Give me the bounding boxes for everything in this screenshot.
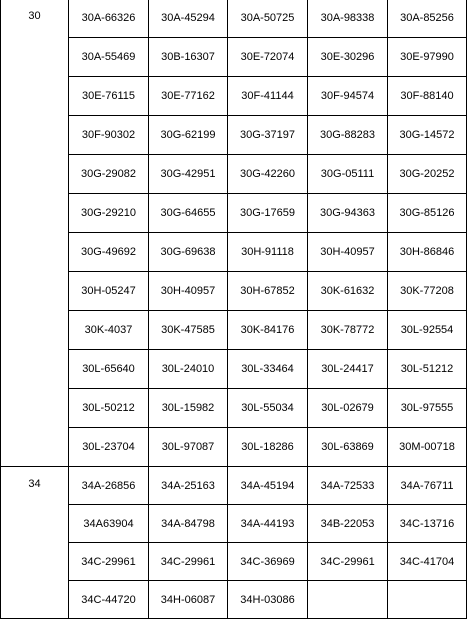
- plate-number-cell: 30L-33464: [228, 350, 308, 389]
- plate-number-cell: 34B-22053: [308, 505, 388, 543]
- plate-number-cell: 30L-23704: [69, 428, 149, 467]
- table-row: [1, 467, 467, 505]
- plate-number-cell: 30F-41144: [228, 77, 308, 116]
- plate-number-cell: 30A-50725: [228, 0, 308, 38]
- plate-number-cell: 30H-86846: [388, 233, 467, 272]
- plate-number-cell: 34A-76711: [388, 467, 467, 505]
- plate-number-cell: 30E-77162: [149, 77, 228, 116]
- plate-number-cell: 30M-00718: [388, 428, 467, 467]
- plate-number-cell: 30L-92554: [388, 311, 467, 350]
- plate-number-cell: 30G-49692: [69, 233, 149, 272]
- plate-number-cell: 34C-44720: [69, 581, 149, 619]
- plate-number-cell: 30H-67852: [228, 272, 308, 311]
- table-row: [1, 311, 467, 350]
- plate-number-cell: 30K-4037: [69, 311, 149, 350]
- plate-number-cell: 34A-45194: [228, 467, 308, 505]
- plate-number-cell: 34H-03086: [228, 581, 308, 619]
- plate-number-cell: 30G-14572: [388, 116, 467, 155]
- table-row: [1, 38, 467, 77]
- table-row: [1, 543, 467, 581]
- plate-number-cell: 30H-40957: [149, 272, 228, 311]
- plate-number-cell: 30F-94574: [308, 77, 388, 116]
- plate-number-cell: 30L-24010: [149, 350, 228, 389]
- plate-number-cell: 34A-72533: [308, 467, 388, 505]
- plate-number-cell: 30F-90302: [69, 116, 149, 155]
- table-row: [1, 581, 467, 619]
- plate-number-cell: 30E-97990: [388, 38, 467, 77]
- plate-number-cell: 30G-42951: [149, 155, 228, 194]
- plate-number-cell: 34C-29961: [69, 543, 149, 581]
- plate-number-cell: 34A63904: [69, 505, 149, 543]
- plate-number-cell: 30G-17659: [228, 194, 308, 233]
- plate-number-cell: 30H-40957: [308, 233, 388, 272]
- plate-number-cell: 30G-37197: [228, 116, 308, 155]
- table-row: [1, 350, 467, 389]
- plate-number-cell: 34A-25163: [149, 467, 228, 505]
- region-code-cell: 34: [1, 467, 69, 619]
- plate-number-cell: 30G-29210: [69, 194, 149, 233]
- plate-number-cell: [388, 581, 467, 619]
- table-row: [1, 272, 467, 311]
- plate-number-cell: 30L-24417: [308, 350, 388, 389]
- plate-number-cell: 30L-97555: [388, 389, 467, 428]
- plate-number-cell: 34C-41704: [388, 543, 467, 581]
- plate-number-cell: 30E-76115: [69, 77, 149, 116]
- plate-number-cell: 30E-72074: [228, 38, 308, 77]
- table-row: [1, 233, 467, 272]
- plate-number-cell: 30A-66326: [69, 0, 149, 38]
- plate-number-cell: 30G-20252: [388, 155, 467, 194]
- plate-number-cell: 30G-88283: [308, 116, 388, 155]
- plate-number-cell: 30B-16307: [149, 38, 228, 77]
- plate-table-body: [1, 0, 467, 619]
- plate-number-cell: 30E-30296: [308, 38, 388, 77]
- plate-number-cell: 34A-44193: [228, 505, 308, 543]
- plate-number-cell: 30L-97087: [149, 428, 228, 467]
- table-row: [1, 116, 467, 155]
- plate-number-cell: 30L-15982: [149, 389, 228, 428]
- plate-number-cell: [308, 581, 388, 619]
- plate-number-cell: 30L-51212: [388, 350, 467, 389]
- plate-number-cell: 30H-91118: [228, 233, 308, 272]
- plate-number-cell: 30F-88140: [388, 77, 467, 116]
- plate-number-cell: 34C-29961: [308, 543, 388, 581]
- plate-number-cell: 30L-65640: [69, 350, 149, 389]
- plate-number-cell: 30K-61632: [308, 272, 388, 311]
- plate-number-cell: 30G-94363: [308, 194, 388, 233]
- table-row: [1, 428, 467, 467]
- plate-number-cell: 30G-29082: [69, 155, 149, 194]
- plate-number-cell: 30L-18286: [228, 428, 308, 467]
- plate-number-cell: 30L-02679: [308, 389, 388, 428]
- plate-number-cell: 30G-69638: [149, 233, 228, 272]
- plate-number-cell: 34A-84798: [149, 505, 228, 543]
- plate-number-cell: 30L-55034: [228, 389, 308, 428]
- plate-number-cell: 30G-64655: [149, 194, 228, 233]
- plate-number-cell: 30G-05111: [308, 155, 388, 194]
- plate-number-cell: 34C-29961: [149, 543, 228, 581]
- table-row: [1, 505, 467, 543]
- table-row: [1, 77, 467, 116]
- plate-number-cell: 30H-05247: [69, 272, 149, 311]
- plate-number-cell: 30A-85256: [388, 0, 467, 38]
- plate-number-cell: 30A-98338: [308, 0, 388, 38]
- table-row: [1, 0, 467, 38]
- plate-number-cell: 30G-42260: [228, 155, 308, 194]
- plate-number-cell: 34C-13716: [388, 505, 467, 543]
- plate-number-cell: 30L-50212: [69, 389, 149, 428]
- plate-number-cell: 30A-45294: [149, 0, 228, 38]
- plate-number-cell: 34C-36969: [228, 543, 308, 581]
- plate-number-cell: 30K-47585: [149, 311, 228, 350]
- plate-number-cell: 30G-85126: [388, 194, 467, 233]
- plate-number-cell: 30K-84176: [228, 311, 308, 350]
- plate-number-cell: 30A-55469: [69, 38, 149, 77]
- table-row: [1, 155, 467, 194]
- plate-number-cell: 30K-78772: [308, 311, 388, 350]
- plate-number-cell: 30G-62199: [149, 116, 228, 155]
- table-row: [1, 194, 467, 233]
- plate-number-cell: 34A-26856: [69, 467, 149, 505]
- plate-number-cell: 34H-06087: [149, 581, 228, 619]
- region-code-cell: 30: [1, 0, 69, 467]
- plate-number-cell: 30K-77208: [388, 272, 467, 311]
- plate-number-cell: 30L-63869: [308, 428, 388, 467]
- table-row: [1, 389, 467, 428]
